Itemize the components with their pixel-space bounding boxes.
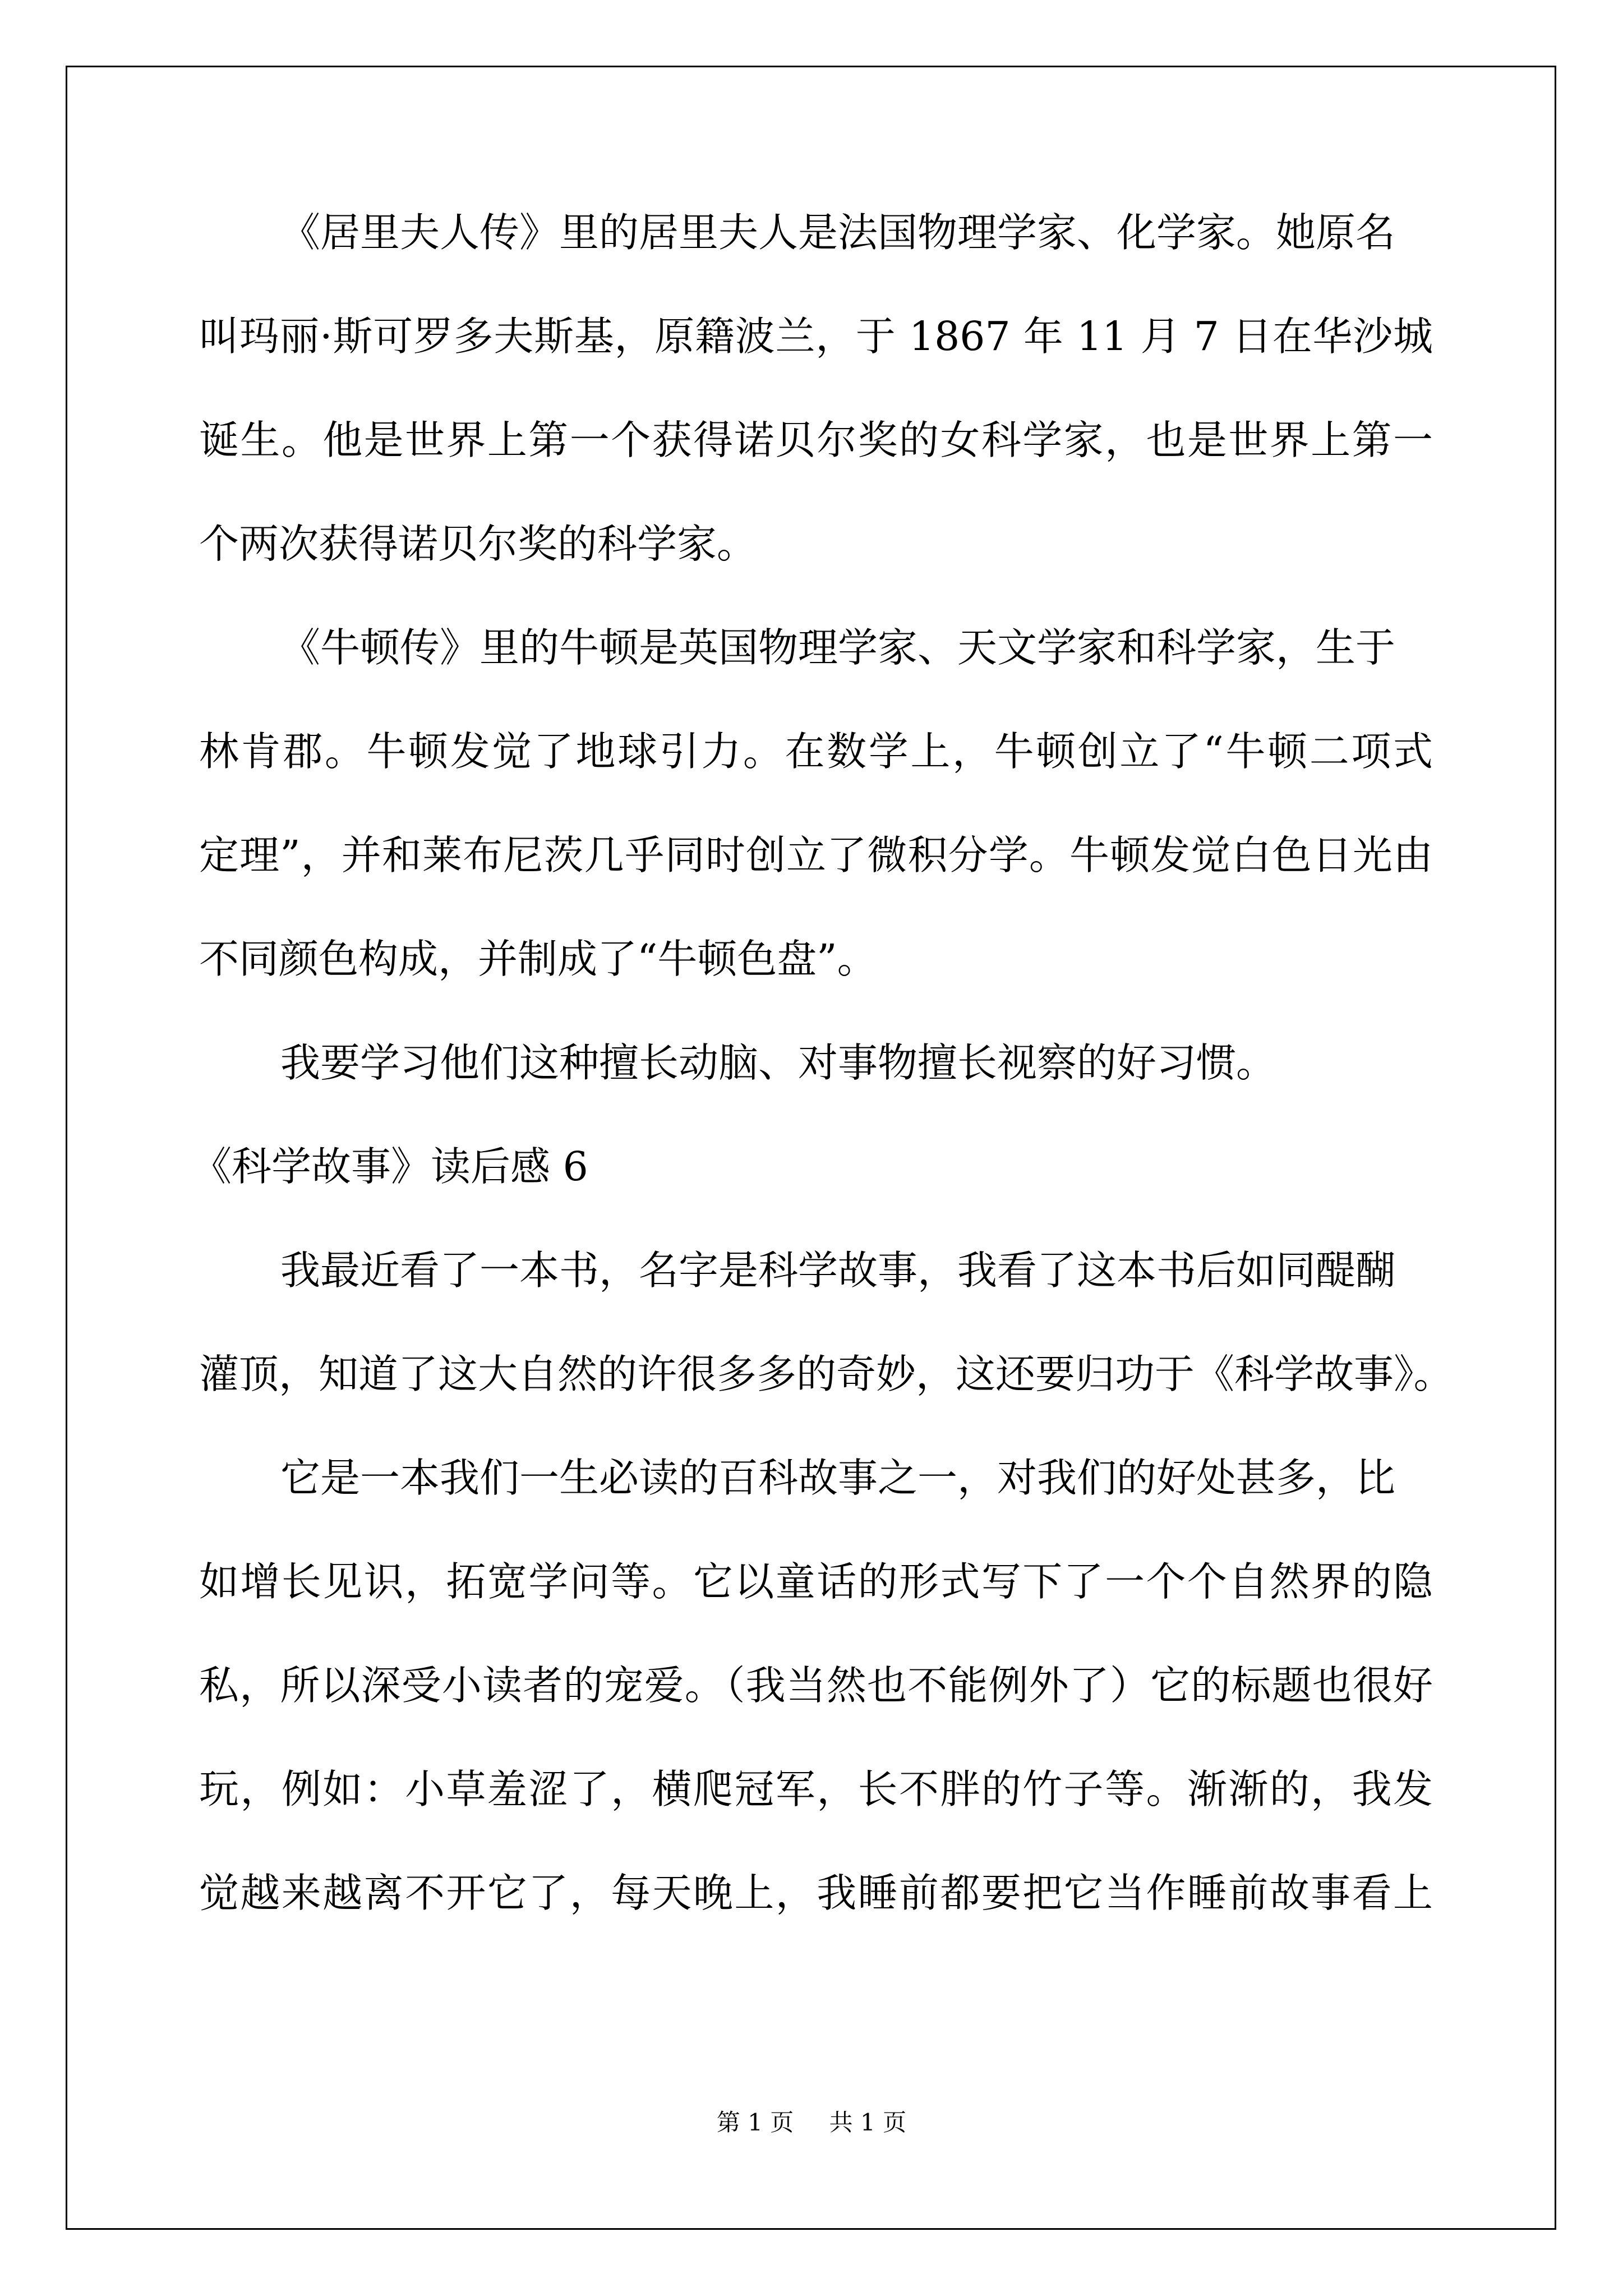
page-total: 共 1 页 [829,2109,907,2136]
paragraph-2-line-3: 定理”，并和莱布尼茨几乎同时创立了微积分学。牛顿发觉白色日光由 [199,832,1433,878]
paragraph-2-line-2: 林肯郡。牛顿发觉了地球引力。在数学上，牛顿创立了“牛顿二项式 [199,728,1433,775]
paragraph-1-line-1: 《居里夫人传》里的居里夫人是法国物理学家、化学家。她原名 [280,209,1396,256]
paragraph-2-line-4: 不同颜色构成，并制成了“牛顿色盘”。 [199,936,877,982]
paragraph-3-line-1: 我要学习他们这种擅长动脑、对事物擅长视察的好习惯。 [280,1039,1276,1086]
page-number: 第 1 页 [716,2109,794,2136]
paragraph-5-line-3: 私，所以深受小读者的宠爱。（我当然也不能例外了）它的标题也很好 [199,1662,1433,1709]
paragraph-5-line-1: 它是一本我们一生必读的百科故事之一，对我们的好处甚多，比 [280,1455,1396,1501]
paragraph-5-line-5: 觉越来越离不开它了，每天晚上，我睡前都要把它当作睡前故事看上 [199,1870,1433,1916]
paragraph-1-line-4: 个两次获得诺贝尔奖的科学家。 [199,521,757,567]
paragraph-2-line-1: 《牛顿传》里的牛顿是英国物理学家、天文学家和科学家，生于 [280,624,1396,671]
paragraph-5-line-4: 玩，例如：小草羞涩了，横爬冠军，长不胖的竹子等。渐渐的，我发 [199,1766,1433,1812]
paragraph-5-line-2: 如增长见识，拓宽学问等。它以童话的形式写下了一个个自然界的隐 [199,1558,1433,1605]
paragraph-1-line-2: 叫玛丽·斯可罗多夫斯基，原籍波兰，于 1867 年 11 月 7 日在华沙城 [199,313,1433,360]
page-footer [0,2107,1623,2138]
paragraph-4-line-2: 灌顶，知道了这大自然的许很多多的奇妙，这还要归功于《科学故事》。 [199,1351,1454,1397]
paragraph-1-line-3: 诞生。他是世界上第一个获得诺贝尔奖的女科学家，也是世界上第一 [199,417,1433,463]
paragraph-4-line-1: 我最近看了一本书，名字是科学故事，我看了这本书后如同醍醐 [280,1247,1396,1294]
section-title: 《科学故事》读后感 6 [192,1143,588,1190]
